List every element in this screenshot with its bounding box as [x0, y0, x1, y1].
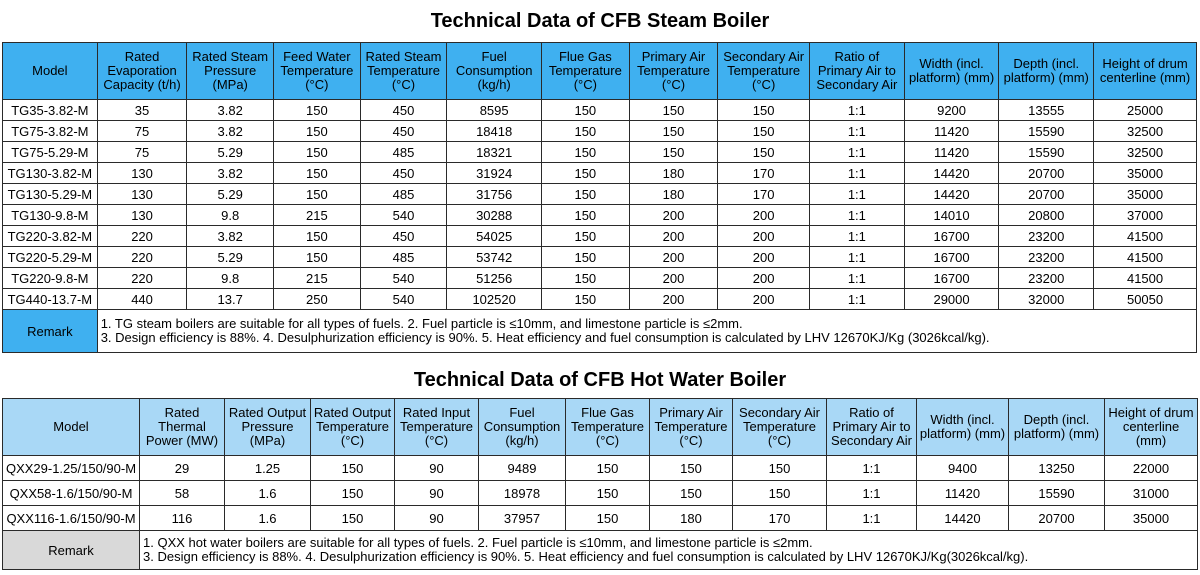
steam-value-cell: 150	[718, 142, 810, 163]
steam-value-cell: 150	[542, 226, 630, 247]
steam-value-cell: 200	[718, 205, 810, 226]
hot-water-value-cell: 150	[311, 481, 395, 506]
steam-value-cell: 53742	[447, 247, 542, 268]
steam-value-cell: 31924	[447, 163, 542, 184]
steam-value-cell: 440	[97, 289, 187, 310]
steam-value-cell: 150	[718, 100, 810, 121]
hot-water-value-cell: 1:1	[827, 506, 917, 531]
steam-value-cell: 200	[718, 289, 810, 310]
steam-value-cell: 51256	[447, 268, 542, 289]
steam-boiler-title: Technical Data of CFB Steam Boiler	[430, 10, 770, 32]
hot-water-value-cell: 29	[140, 456, 225, 481]
hot-water-model-cell: QXX116-1.6/150/90-M	[3, 506, 140, 531]
hot-water-table-row	[3, 456, 1198, 481]
steam-value-cell: 150	[629, 100, 718, 121]
steam-table-row	[3, 121, 1197, 142]
hot-water-header-row	[3, 399, 1198, 456]
steam-model-cell: TG75-3.82-M	[3, 121, 98, 142]
steam-table-row	[3, 163, 1197, 184]
steam-value-cell: 16700	[904, 268, 999, 289]
hot-water-value-cell: 150	[311, 456, 395, 481]
steam-value-cell: 20800	[999, 205, 1094, 226]
steam-column-header: Width (incl. platform) (mm)	[904, 43, 999, 100]
steam-column-header: Flue Gas Temperature (°C)	[542, 43, 630, 100]
steam-table-row	[3, 226, 1197, 247]
hot-water-value-cell: 1.6	[225, 481, 311, 506]
steam-value-cell: 16700	[904, 247, 999, 268]
steam-column-header: Fuel Consumption (kg/h)	[447, 43, 542, 100]
steam-value-cell: 200	[629, 289, 718, 310]
steam-value-cell: 23200	[999, 268, 1094, 289]
steam-value-cell: 3.82	[187, 163, 274, 184]
steam-value-cell: 102520	[447, 289, 542, 310]
steam-value-cell: 1:1	[810, 142, 905, 163]
hot-water-column-header: Rated Output Pressure (MPa)	[225, 399, 311, 456]
steam-value-cell: 130	[97, 205, 187, 226]
steam-model-cell: TG130-3.82-M	[3, 163, 98, 184]
hot-water-value-cell: 90	[395, 481, 479, 506]
hot-water-value-cell: 150	[733, 481, 827, 506]
steam-value-cell: 180	[629, 184, 718, 205]
hot-water-column-header: Primary Air Temperature (°C)	[650, 399, 733, 456]
steam-remark-text	[97, 310, 1196, 353]
steam-table-row	[3, 100, 1197, 121]
hot-water-column-header: Width (incl. platform) (mm)	[917, 399, 1009, 456]
steam-column-header: Rated Steam Temperature (°C)	[360, 43, 447, 100]
steam-value-cell: 41500	[1094, 247, 1197, 268]
hot-water-column-header: Ratio of Primary Air to Secondary Air	[827, 399, 917, 456]
steam-value-cell: 3.82	[187, 121, 274, 142]
steam-value-cell: 25000	[1094, 100, 1197, 121]
steam-value-cell: 75	[97, 121, 187, 142]
steam-table-row	[3, 289, 1197, 310]
steam-value-cell: 200	[718, 247, 810, 268]
steam-value-cell: 1:1	[810, 205, 905, 226]
hot-water-value-cell: 150	[650, 481, 733, 506]
steam-value-cell: 150	[274, 121, 361, 142]
steam-table-row	[3, 184, 1197, 205]
hot-water-remark-text	[140, 531, 1198, 570]
steam-value-cell: 32500	[1094, 142, 1197, 163]
steam-value-cell: 15590	[999, 121, 1094, 142]
steam-value-cell: 150	[629, 121, 718, 142]
steam-boiler-table	[2, 42, 1197, 353]
steam-value-cell: 1:1	[810, 184, 905, 205]
hot-water-model-cell: QXX29-1.25/150/90-M	[3, 456, 140, 481]
steam-value-cell: 200	[629, 205, 718, 226]
hot-water-remark-line-2: 3. Design efficiency is 88%. 4. Desulphurization efficiency is 90%. 5. Heat efficiency and fuel consumption is calculated by LHV 12670KJ/Kg(3026kcal/kg).	[143, 549, 1029, 564]
steam-model-cell: TG220-5.29-M	[3, 247, 98, 268]
steam-value-cell: 150	[542, 247, 630, 268]
steam-column-header: Height of drum centerline (mm)	[1094, 43, 1197, 100]
hot-water-value-cell: 150	[311, 506, 395, 531]
hot-water-remark-line-1: 1. QXX hot water boilers are suitable for all types of fuels. 2. Fuel particle is ≤10mm, and limestone particle is ≤2mm.	[143, 535, 813, 550]
hot-water-value-cell: 9489	[479, 456, 566, 481]
hot-water-value-cell: 31000	[1105, 481, 1198, 506]
steam-value-cell: 150	[542, 268, 630, 289]
steam-value-cell: 450	[360, 163, 447, 184]
steam-value-cell: 215	[274, 205, 361, 226]
steam-value-cell: 5.29	[187, 247, 274, 268]
hot-water-column-header: Rated Input Temperature (°C)	[395, 399, 479, 456]
steam-value-cell: 35000	[1094, 163, 1197, 184]
steam-value-cell: 150	[274, 226, 361, 247]
steam-column-header: Rated Steam Pressure (MPa)	[187, 43, 274, 100]
steam-value-cell: 150	[542, 121, 630, 142]
hot-water-value-cell: 116	[140, 506, 225, 531]
steam-value-cell: 150	[542, 163, 630, 184]
hot-water-value-cell: 180	[650, 506, 733, 531]
steam-value-cell: 150	[542, 100, 630, 121]
hot-water-boiler-table	[2, 398, 1198, 570]
steam-value-cell: 150	[542, 205, 630, 226]
hot-water-value-cell: 18978	[479, 481, 566, 506]
hot-water-value-cell: 1:1	[827, 481, 917, 506]
steam-remark-line-1: 1. TG steam boilers are suitable for all types of fuels. 2. Fuel particle is ≤10mm, and limestone particle is ≤2mm.	[100, 316, 743, 331]
steam-value-cell: 9.8	[187, 268, 274, 289]
hot-water-remark-label: Remark	[3, 531, 140, 570]
steam-value-cell: 31756	[447, 184, 542, 205]
steam-value-cell: 18321	[447, 142, 542, 163]
steam-column-header: Depth (incl. platform) (mm)	[999, 43, 1094, 100]
steam-value-cell: 150	[274, 142, 361, 163]
steam-value-cell: 200	[629, 247, 718, 268]
steam-value-cell: 220	[97, 247, 187, 268]
hot-water-column-header: Flue Gas Temperature (°C)	[566, 399, 650, 456]
hot-water-value-cell: 150	[566, 481, 650, 506]
steam-value-cell: 150	[274, 163, 361, 184]
steam-value-cell: 1:1	[810, 226, 905, 247]
steam-value-cell: 16700	[904, 226, 999, 247]
hot-water-value-cell: 35000	[1105, 506, 1198, 531]
steam-value-cell: 150	[718, 121, 810, 142]
steam-value-cell: 1:1	[810, 163, 905, 184]
steam-model-cell: TG440-13.7-M	[3, 289, 98, 310]
steam-value-cell: 13555	[999, 100, 1094, 121]
steam-table-row	[3, 247, 1197, 268]
hot-water-remark-row	[3, 531, 1198, 570]
steam-value-cell: 540	[360, 289, 447, 310]
steam-value-cell: 150	[542, 289, 630, 310]
steam-remark-label: Remark	[3, 310, 98, 353]
hot-water-value-cell: 58	[140, 481, 225, 506]
steam-value-cell: 220	[97, 268, 187, 289]
steam-table-row	[3, 205, 1197, 226]
steam-value-cell: 14420	[904, 163, 999, 184]
hot-water-model-cell: QXX58-1.6/150/90-M	[3, 481, 140, 506]
steam-value-cell: 9200	[904, 100, 999, 121]
hot-water-column-header: Model	[3, 399, 140, 456]
steam-value-cell: 170	[718, 163, 810, 184]
hot-water-value-cell: 14420	[917, 506, 1009, 531]
steam-value-cell: 130	[97, 163, 187, 184]
steam-value-cell: 130	[97, 184, 187, 205]
steam-value-cell: 11420	[904, 142, 999, 163]
steam-value-cell: 485	[360, 247, 447, 268]
steam-value-cell: 50050	[1094, 289, 1197, 310]
steam-value-cell: 5.29	[187, 184, 274, 205]
steam-value-cell: 1:1	[810, 247, 905, 268]
steam-value-cell: 485	[360, 184, 447, 205]
hot-water-value-cell: 150	[650, 456, 733, 481]
steam-value-cell: 215	[274, 268, 361, 289]
hot-water-value-cell: 150	[566, 456, 650, 481]
steam-table-row	[3, 142, 1197, 163]
steam-value-cell: 15590	[999, 142, 1094, 163]
steam-value-cell: 200	[718, 268, 810, 289]
steam-model-cell: TG220-9.8-M	[3, 268, 98, 289]
steam-value-cell: 20700	[999, 163, 1094, 184]
steam-value-cell: 37000	[1094, 205, 1197, 226]
steam-column-header: Secondary Air Temperature (°C)	[718, 43, 810, 100]
steam-value-cell: 150	[542, 142, 630, 163]
steam-table-row	[3, 268, 1197, 289]
steam-value-cell: 13.7	[187, 289, 274, 310]
hot-water-column-header: Height of drum centerline (mm)	[1105, 399, 1198, 456]
steam-value-cell: 540	[360, 205, 447, 226]
steam-value-cell: 29000	[904, 289, 999, 310]
steam-value-cell: 3.82	[187, 226, 274, 247]
steam-value-cell: 540	[360, 268, 447, 289]
steam-value-cell: 11420	[904, 121, 999, 142]
steam-value-cell: 41500	[1094, 268, 1197, 289]
steam-value-cell: 75	[97, 142, 187, 163]
hot-water-value-cell: 15590	[1009, 481, 1105, 506]
hot-water-column-header: Fuel Consumption (kg/h)	[479, 399, 566, 456]
steam-header-row	[3, 43, 1197, 100]
steam-value-cell: 150	[542, 184, 630, 205]
hot-water-value-cell: 37957	[479, 506, 566, 531]
steam-column-header: Ratio of Primary Air to Secondary Air	[810, 43, 905, 100]
steam-value-cell: 9.8	[187, 205, 274, 226]
hot-water-value-cell: 1:1	[827, 456, 917, 481]
steam-value-cell: 1:1	[810, 289, 905, 310]
steam-value-cell: 20700	[999, 184, 1094, 205]
steam-model-cell: TG220-3.82-M	[3, 226, 98, 247]
hot-water-boiler-title: Technical Data of CFB Hot Water Boiler	[413, 369, 787, 391]
steam-value-cell: 150	[274, 184, 361, 205]
steam-value-cell: 150	[274, 247, 361, 268]
steam-value-cell: 1:1	[810, 268, 905, 289]
hot-water-table-row	[3, 506, 1198, 531]
steam-remark-line-2: 3. Design efficiency is 88%. 4. Desulphurization efficiency is 90%. 5. Heat efficiency and fuel consumption is calculated by LHV 12670KJ/Kg (3026kcal/kg).	[100, 330, 990, 345]
hot-water-value-cell: 20700	[1009, 506, 1105, 531]
steam-value-cell: 23200	[999, 247, 1094, 268]
steam-value-cell: 450	[360, 226, 447, 247]
steam-value-cell: 1:1	[810, 121, 905, 142]
steam-value-cell: 450	[360, 100, 447, 121]
steam-remark-row	[3, 310, 1197, 353]
steam-column-header: Rated Evaporation Capacity (t/h)	[97, 43, 187, 100]
hot-water-value-cell: 150	[733, 456, 827, 481]
steam-value-cell: 35	[97, 100, 187, 121]
steam-value-cell: 18418	[447, 121, 542, 142]
steam-value-cell: 200	[629, 268, 718, 289]
hot-water-value-cell: 90	[395, 506, 479, 531]
steam-column-header: Primary Air Temperature (°C)	[629, 43, 718, 100]
steam-value-cell: 3.82	[187, 100, 274, 121]
steam-value-cell: 220	[97, 226, 187, 247]
hot-water-value-cell: 90	[395, 456, 479, 481]
steam-value-cell: 8595	[447, 100, 542, 121]
steam-value-cell: 54025	[447, 226, 542, 247]
steam-value-cell: 200	[718, 226, 810, 247]
hot-water-value-cell: 150	[566, 506, 650, 531]
steam-model-cell: TG130-5.29-M	[3, 184, 98, 205]
steam-value-cell: 14420	[904, 184, 999, 205]
steam-value-cell: 32000	[999, 289, 1094, 310]
steam-value-cell: 170	[718, 184, 810, 205]
hot-water-value-cell: 11420	[917, 481, 1009, 506]
hot-water-column-header: Rated Thermal Power (MW)	[140, 399, 225, 456]
hot-water-value-cell: 13250	[1009, 456, 1105, 481]
steam-value-cell: 23200	[999, 226, 1094, 247]
steam-value-cell: 14010	[904, 205, 999, 226]
steam-model-cell: TG75-5.29-M	[3, 142, 98, 163]
steam-value-cell: 150	[274, 100, 361, 121]
steam-value-cell: 250	[274, 289, 361, 310]
steam-value-cell: 450	[360, 121, 447, 142]
hot-water-value-cell: 22000	[1105, 456, 1198, 481]
hot-water-value-cell: 9400	[917, 456, 1009, 481]
steam-column-header: Feed Water Temperature (°C)	[274, 43, 361, 100]
steam-value-cell: 41500	[1094, 226, 1197, 247]
hot-water-column-header: Secondary Air Temperature (°C)	[733, 399, 827, 456]
steam-value-cell: 32500	[1094, 121, 1197, 142]
steam-value-cell: 30288	[447, 205, 542, 226]
hot-water-value-cell: 1.6	[225, 506, 311, 531]
steam-model-cell: TG35-3.82-M	[3, 100, 98, 121]
hot-water-table-row	[3, 481, 1198, 506]
steam-column-header: Model	[3, 43, 98, 100]
hot-water-column-header: Rated Output Temperature (°C)	[311, 399, 395, 456]
steam-value-cell: 1:1	[810, 100, 905, 121]
hot-water-column-header: Depth (incl. platform) (mm)	[1009, 399, 1105, 456]
steam-value-cell: 35000	[1094, 184, 1197, 205]
steam-value-cell: 200	[629, 226, 718, 247]
steam-value-cell: 485	[360, 142, 447, 163]
hot-water-value-cell: 1.25	[225, 456, 311, 481]
steam-model-cell: TG130-9.8-M	[3, 205, 98, 226]
steam-value-cell: 180	[629, 163, 718, 184]
hot-water-value-cell: 170	[733, 506, 827, 531]
steam-value-cell: 5.29	[187, 142, 274, 163]
steam-value-cell: 150	[629, 142, 718, 163]
